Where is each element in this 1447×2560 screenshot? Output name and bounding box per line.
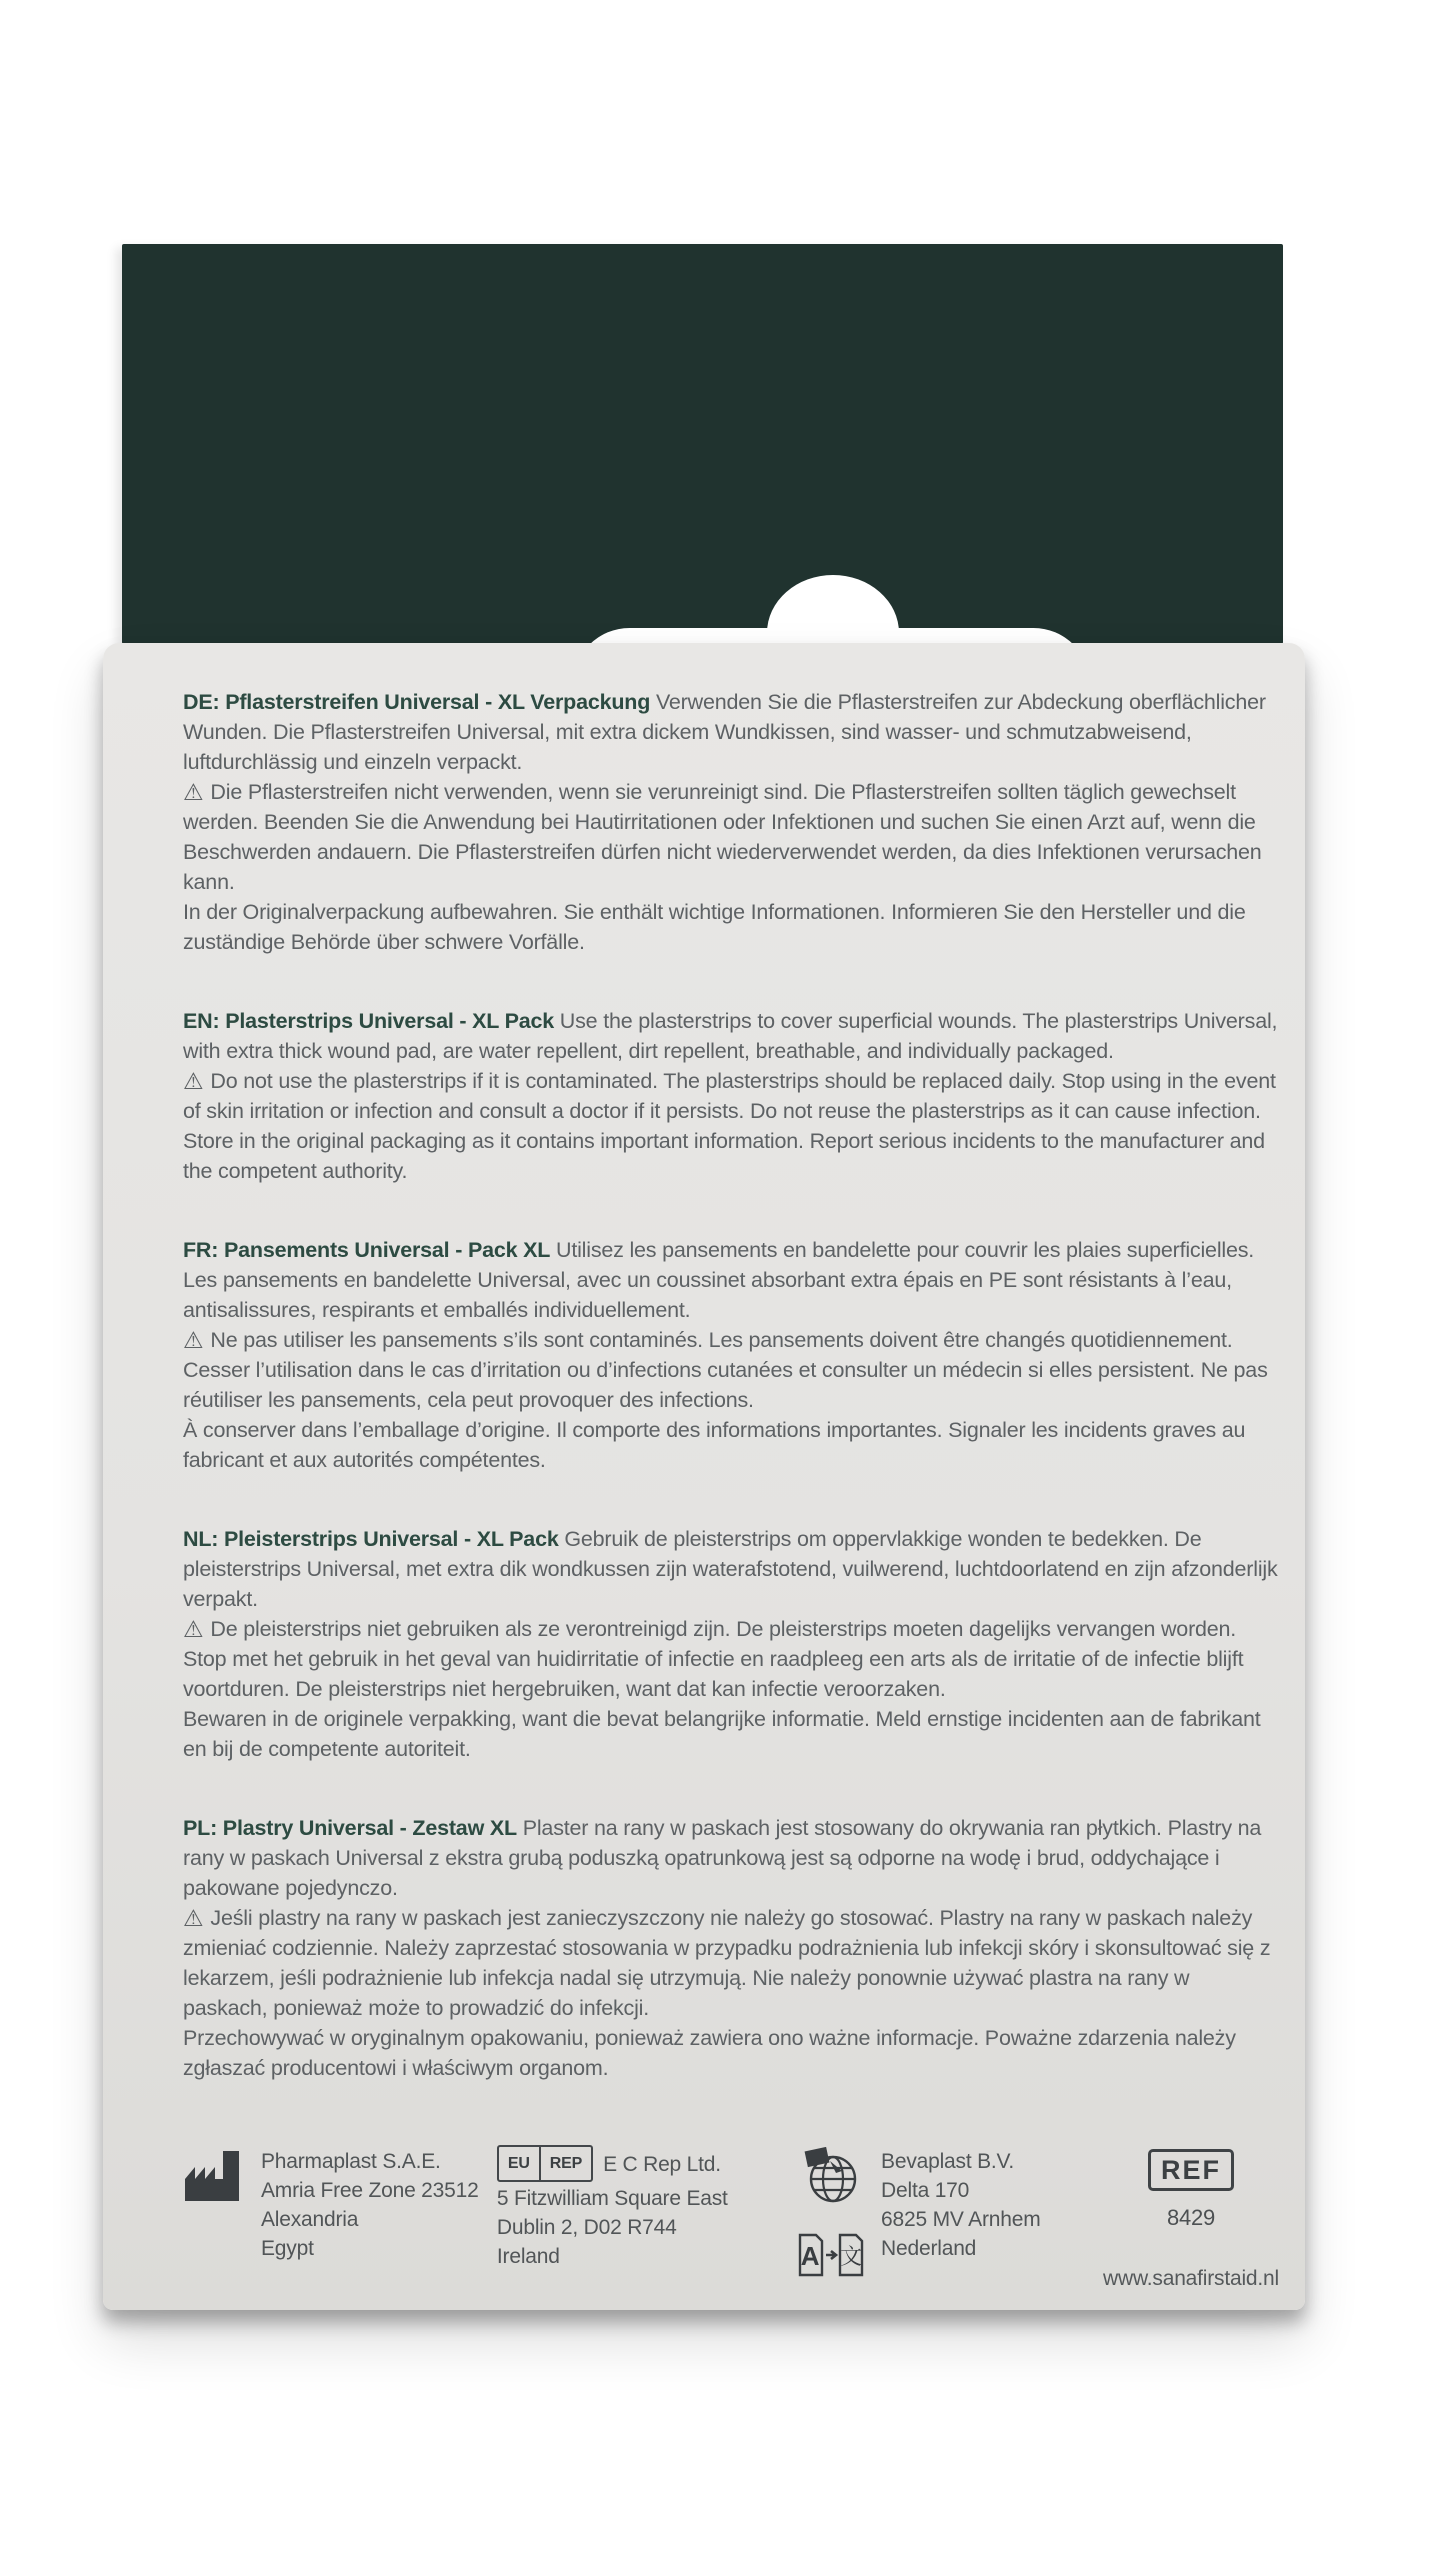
manufacturer-name: Pharmaplast S.A.E. [261, 2150, 441, 2173]
svg-text:A: A [800, 2241, 820, 2271]
section-pl [183, 1813, 1279, 2083]
section-nl-warning: De pleisterstrips niet gebruiken als ze verontreinigd zijn. De pleisterstrips moeten dagelijks vervangen worden. Stop met het gebruik in het geval van huidirritatie of infectie en raadpleeg een arts als de irritatie of de infectie blijft voortduren. De pleisterstrips niet hergebruiken, want dat kan infectie veroorzaken. [183, 1617, 1244, 1701]
section-de-intro: Verwenden Sie die Pflasterstreifen zur Abdeckung oberflächlicher Wunden. Die Pflasterstreifen Universal, mit extra dickem Wundkissen, sind wasser- und schmutzabweisend, luftdurchlässig und einzeln verpackt. [183, 690, 1266, 774]
section-en-title: EN: Plasterstrips Universal - XL Pack [183, 1009, 555, 1033]
section-de [183, 687, 1279, 957]
section-nl-intro-paragraph [183, 1524, 1279, 1614]
svg-text:文: 文 [840, 2245, 862, 2270]
warning-triangle-icon: ⚠ [183, 1906, 204, 1932]
section-en-intro-paragraph [183, 1006, 1279, 1066]
section-fr-intro: Utilisez les pansements en bandelette pour couvrir les plaies superficielles. Les pansements en bandelette Universal, avec un coussinet absorbant extra épais en PE sont résistants à l’eau, antisalissures, respirants et emballés individuellement. [183, 1238, 1255, 1322]
section-de-storage: In der Originalverpackung aufbewahren. Sie enthält wichtige Informationen. Informieren Sie den Hersteller und die zuständige Behörde über schwere Vorfälle. [183, 900, 1246, 954]
distributor-block [795, 2147, 1103, 2277]
section-de-warning-paragraph [183, 777, 1279, 897]
section-en-warning: Do not use the plasterstrips if it is contaminated. The plasterstrips should be replaced daily. Stop using in the event of skin irritation or infection and consult a doctor if it persists. Do not reuse the plasterstrips as it can cause infection. [183, 1069, 1276, 1123]
section-nl-warning-paragraph [183, 1614, 1279, 1704]
section-en-intro: Use the plasterstrips to cover superficial wounds. The plasterstrips Universal, with extra thick wound pad, are water repellent, dirt repellent, breathable, and individually packaged. [183, 1009, 1278, 1063]
warning-triangle-icon: ⚠ [183, 780, 204, 806]
distributor-address: Bevaplast B.V. Delta 170 6825 MV Arnhem Nederland [881, 2147, 1040, 2277]
section-fr-warning-paragraph [183, 1325, 1279, 1415]
section-pl-title: PL: Plastry Universal - Zestaw XL [183, 1816, 517, 1840]
ref-symbol: REF [1148, 2149, 1234, 2191]
warning-triangle-icon: ⚠ [183, 1328, 204, 1354]
manufacturer-block [183, 2147, 497, 2263]
section-pl-warning-paragraph [183, 1903, 1279, 2023]
package-top-panel [122, 244, 1283, 644]
eu-rep-block [497, 2147, 795, 2271]
warning-triangle-icon: ⚠ [183, 1069, 204, 1095]
section-de-warning: Die Pflasterstreifen nicht verwenden, wenn sie verunreinigt sind. Die Pflasterstreifen sollten täglich gewechselt werden. Beenden Sie die Anwendung bei Hautirritationen oder Infektionen und suchen Sie einen Arzt auf, wenn die Beschwerden andauern. Die Pflasterstreifen dürfen nicht wiederverwendet werden, da dies Infektionen verursachen kann. [183, 780, 1262, 894]
translation-icon [798, 2231, 864, 2277]
ref-block [1103, 2147, 1279, 2293]
eu-rep-symbol: EU REP [497, 2145, 593, 2182]
section-fr [183, 1235, 1279, 1475]
distributor-name: Bevaplast B.V. [881, 2150, 1015, 2173]
importer-globe-icon [802, 2147, 860, 2205]
manufacturer-address: Pharmaplast S.A.E. Amria Free Zone 23512 Alexandria Egypt [261, 2147, 479, 2263]
eu-rep-name: E C Rep Ltd. [603, 2153, 721, 2177]
section-en-storage: Store in the original packaging as it contains important information. Report serious incidents to the manufacturer and the competent authority. [183, 1129, 1265, 1183]
section-pl-storage: Przechowywać w oryginalnym opakowaniu, ponieważ zawiera ono ważne informacje. Poważne zdarzenia należy zgłaszać producentowi i właściwym organom. [183, 2026, 1236, 2080]
section-fr-storage: À conserver dans l’emballage d’origine. Il comporte des informations importantes. Signaler les incidents graves au fabricant et aux autorités compétentes. [183, 1418, 1246, 1472]
section-en-warning-paragraph [183, 1066, 1279, 1126]
section-nl [183, 1524, 1279, 1764]
manufacturer-factory-icon [183, 2147, 247, 2203]
info-card [103, 643, 1305, 2310]
section-nl-intro: Gebruik de pleisterstrips om oppervlakkige wonden te bedekken. De pleisterstrips Universal, met extra dik wondkussen zijn waterafstotend, vuilwerend, luchtdoorlatend en zijn afzonderlijk verpakt. [183, 1527, 1278, 1611]
section-nl-storage: Bewaren in de originele verpakking, want die bevat belangrijke informatie. Meld ernstige incidenten aan de fabrikant en bij de competente autoriteit. [183, 1707, 1261, 1761]
regulatory-footer [183, 2147, 1279, 2293]
section-en [183, 1006, 1279, 1186]
section-nl-title: NL: Pleisterstrips Universal - XL Pack [183, 1527, 559, 1551]
section-fr-warning: Ne pas utiliser les pansements s’ils sont contaminés. Les pansements doivent être changés quotidiennement. Cesser l’utilisation dans le cas d’irritation ou d’infections cutanées et consulter un médecin si elles persistent. Ne pas réutiliser les pansements, cela peut provoquer des infections. [183, 1328, 1268, 1412]
section-de-title: DE: Pflasterstreifen Universal - XL Verpackung [183, 690, 651, 714]
website-text: www.sanafirstaid.nl [1103, 2267, 1279, 2290]
section-pl-intro: Plaster na rany w paskach jest stosowany do okrywania ran płytkich. Plastry na rany w paskach Universal z ekstra grubą poduszką opatrunkową jest są odporne na wodę i brud, oddychające i pakowane pojedynczo. [183, 1816, 1262, 1900]
section-fr-title: FR: Pansements Universal - Pack XL [183, 1238, 551, 1262]
section-de-intro-paragraph [183, 687, 1279, 777]
eu-rep-address: 5 Fitzwilliam Square East Dublin 2, D02 R744 Ireland [496, 2187, 728, 2268]
section-pl-intro-paragraph [183, 1813, 1279, 1903]
ref-code: 8429 [1166, 2205, 1216, 2230]
warning-triangle-icon: ⚠ [183, 1617, 204, 1643]
section-pl-warning: Jeśli plastry na rany w paskach jest zanieczyszczony nie należy go stosować. Plastry na rany w paskach należy zmieniać codziennie. Należy zaprzestać stosowania w przypadku podrażnienia lub infekcji skóry i skonsultować się z lekarzem, jeśli podrażnienie lub infekcja nadal się utrzymują. Nie należy ponownie używać plastra na rany w paskach, ponieważ może to prowadzić do infekcji. [183, 1906, 1271, 2020]
section-fr-intro-paragraph [183, 1235, 1279, 1325]
